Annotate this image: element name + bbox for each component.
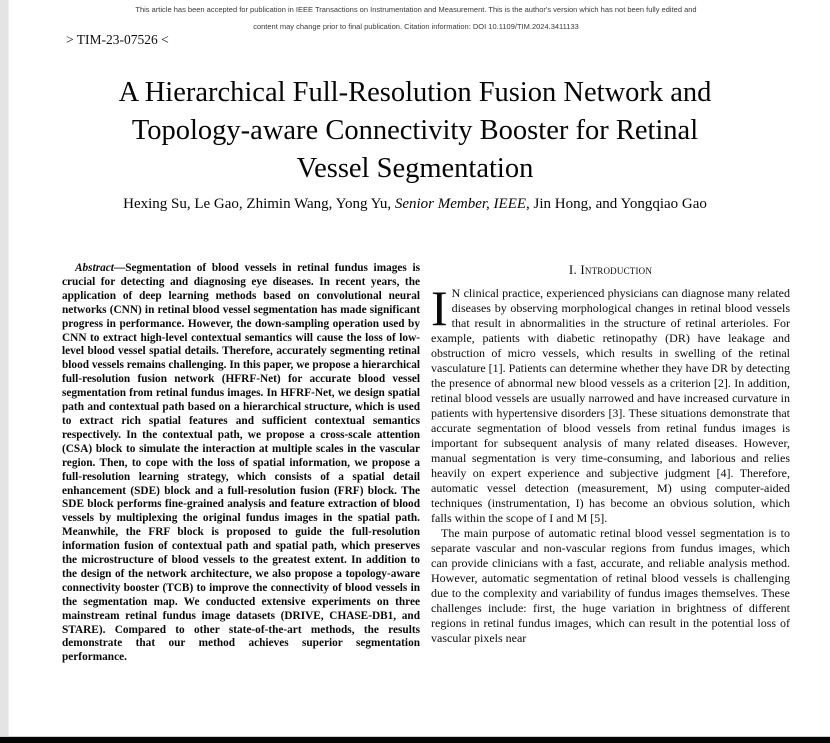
abstract-text: Segmentation of blood vessels in retinal fundus images is crucial for detecting and diagnosing eye diseases. In recent years, the application of deep learning methods based on convolutional neural networks (CNN) in retinal blood vessel segmentation has made significant progress in performance. However, the down-sampling operation used by CNN to extract high-level contextual semantics will cause the loss of low-level blood vessel spatial details. Therefore, accurately segmenting retinal blood vessels remains challenging. In this paper, we propose a hierarchical full-resolution fusion network (HFRF-Net) for accurate blood vessel segmentation from retinal fundus images. In HFRF-Net, we design spatial path and contextual path based on a hierarchical structure, which is used to extract rich spatial features and sufficient contextual semantics respectively. In the contextual path, we propose a cross-scale attention (CSA) block to simulate the interaction at multiple scales in the vascular region. Then, to cope with the loss of spatial information, we propose a full-resolution learning strategy, which consists of a spatial detail enhancement (SDE) block and a full-resolution fusion (FRF) block. The SDE block performs fine-grained analysis and feature extraction of blood vessels by multiplexing the original fundus images in the spatial path. Meanwhile, the FRF block is proposed to guide the full-resolution information fusion of contextual path and spatial path, which preserves the microstructure of blood vessels to the greatest extent. In addition to the design of the network architecture, we also propose a topology-aware connectivity booster (TCB) to improve the connectivity of blood vessels in the segmentation map. We conducted extensive experiments on three mainstream retinal fundus image datasets (DRIVE, CHASE-DB1, and STARE). Compared to other state-of-the-art methods, the results demonstrate that our method achieves superior segmentation performance. [62,262,420,664]
running-head: > TIM-23-07526 < [66,32,169,47]
right-column [431,260,790,736]
authors-membership: Senior Member, IEEE [394,196,527,212]
authors-suffix: , Jin Hong, and Yongqiao Gao [526,196,707,212]
intro-dropcap: I [431,280,448,336]
title-line: Vessel Segmentation [296,153,534,184]
bottom-black-bar [0,736,830,743]
acceptance-notice-line1: This article has been accepted for publication in IEEE Transactions on Instrumentation and Measurement. This is the author's version which has not been fully edited and [135,5,697,14]
abstract-paragraph [62,262,420,665]
acceptance-notice [10,2,822,35]
left-column [62,260,420,736]
paper-title [65,74,765,188]
abstract-separator: — [113,262,126,274]
viewer-left-edge-strip [0,0,9,743]
intro-paragraph-1 [431,280,790,526]
acceptance-notice-line2: content may change prior to final publication. Citation information: DOI 10.1109/TIM.2024.3411133 [253,21,579,31]
intro-paragraph-1-text: N clinical practice, experienced physicians can diagnose many related diseases by observing morphological changes in retinal blood vessels that result in abnormalities in the structure of retinal arterioles. For example, patients with diabetic retinopathy (DR) have leakage and obstruction of micro vessels, which results in swelling of the retinal vasculature [1]. Patients can determine whether they have DR by detecting the presence of abnormal new blood vessels as a criterion [2]. In addition, retinal blood vessels are usually narrowed and have increased curvature in patients with hypertensive disorders [3]. These situations demonstrate that accurate segmentation of blood vessels from retinal fundus images is important for subsequent analysis of many related diseases. However, manual segmentation is very time-consuming, and laborious and relies heavily on expert experience and subjective judgment [4]. Therefore, automatic vessel detection (measurement, M) using computer-aided techniques (instrumentation, I) has become an obvious solution, which falls within the scope of I and M [5]. [431,286,790,525]
title-line: Topology-aware Connectivity Booster for Retinal [131,115,699,146]
author-line [65,196,765,213]
section-heading-introduction: I. Introduction [568,262,653,277]
authors-prefix: Hexing Su, Le Gao, Zhimin Wang, Yong Yu, [123,196,395,212]
title-line: A Hierarchical Full-Resolution Fusion Network and [118,77,712,108]
abstract-label: Abstract [75,262,114,274]
intro-paragraph-2: The main purpose of automatic retinal blood vessel segmentation is to separate vascular and non-vascular regions from fundus images, which can provide clinicians with a fast, accurate, and reliable analysis method. However, automatic segmentation of retinal blood vessels is challenging due to the complexity and variability of fundus images themselves. These challenges include: first, the huge variation in brightness of different regions in retinal fundus images, which can result in the potential loss of vascular pixels near [431,526,790,645]
